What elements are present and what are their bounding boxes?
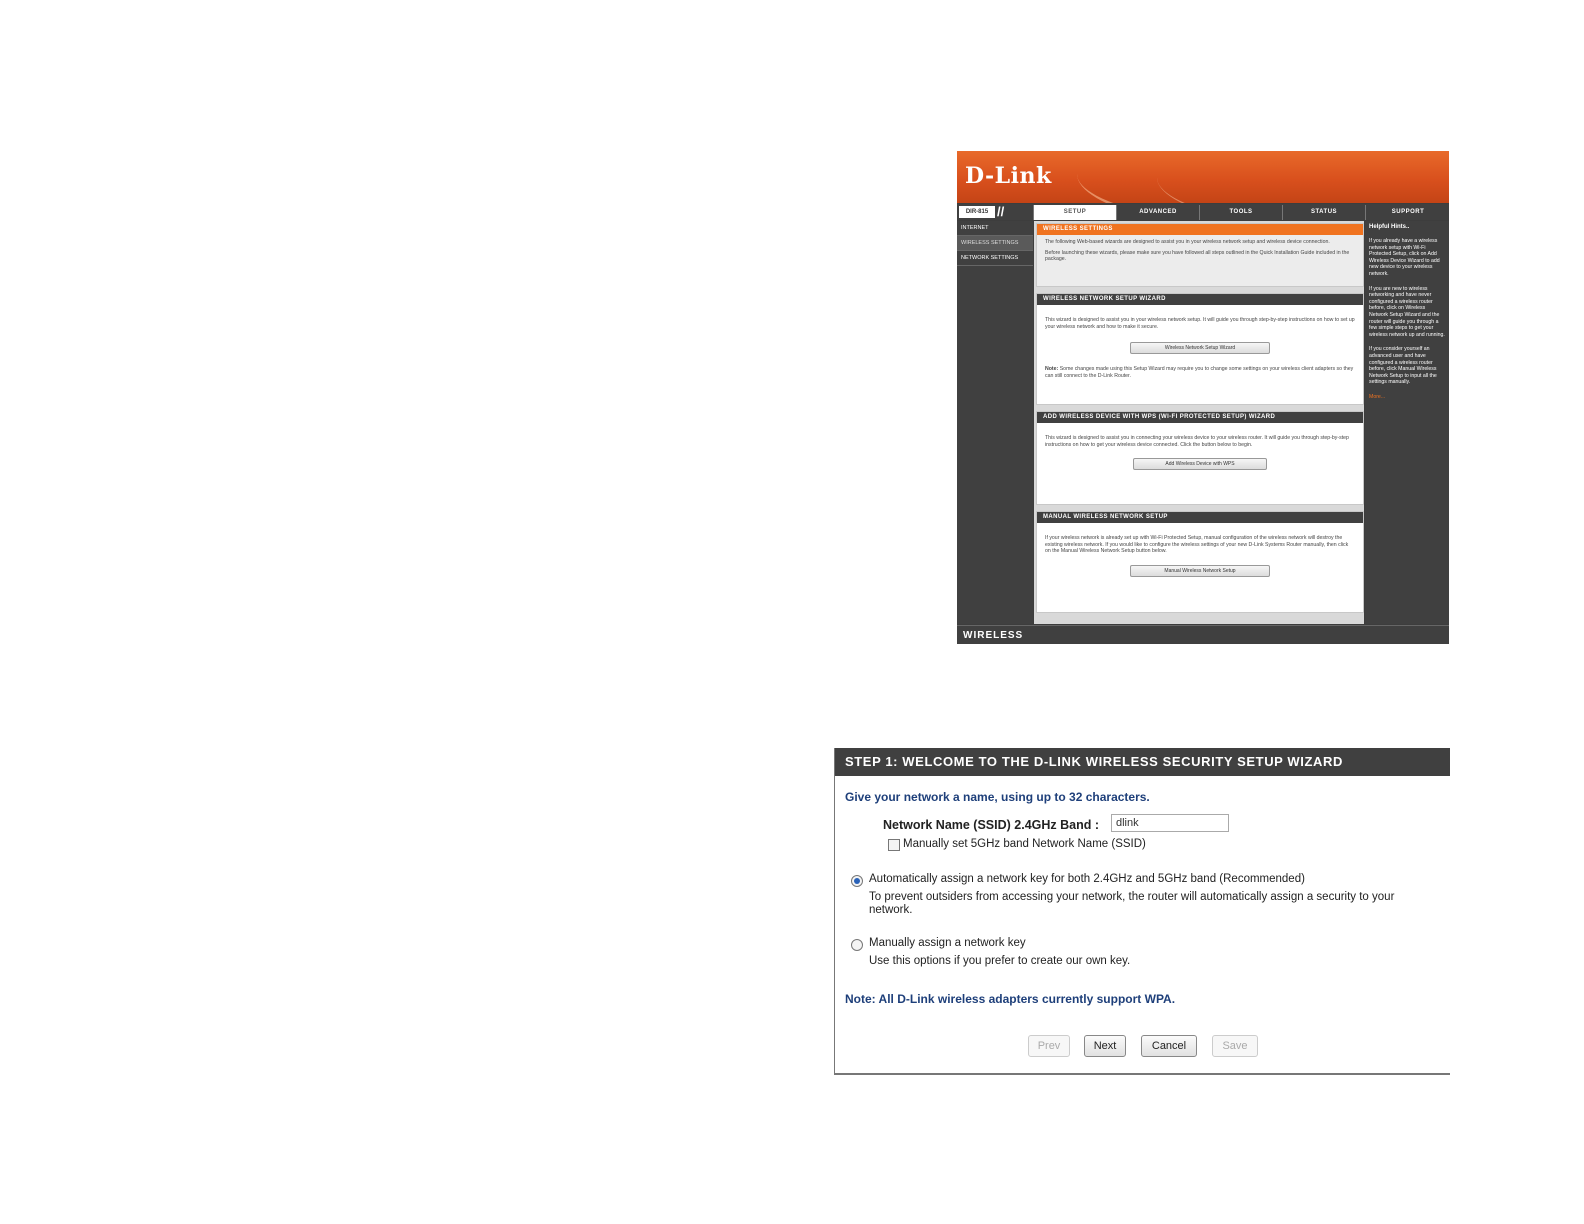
router-footer (957, 625, 1449, 644)
setup-wizard-panel (1036, 293, 1364, 405)
dlink-logo: D-Link (965, 163, 1052, 189)
tab-support[interactable]: SUPPORT (1365, 205, 1449, 220)
main-content (1034, 221, 1364, 624)
help-title: Helpful Hints.. (1369, 224, 1410, 230)
auto-key-description: To prevent outsiders from accessing your network, the router will automatically assign a security to your network. (869, 891, 1395, 916)
help-more-link[interactable]: More... (1369, 393, 1386, 400)
panel-title: MANUAL WIRELESS NETWORK SETUP (1037, 512, 1363, 523)
wizard-intro: Give your network a name, using up to 32 characters. (845, 790, 1150, 804)
add-wps-device-button[interactable]: Add Wireless Device with WPS (1133, 458, 1267, 470)
note-text: Some changes made using this Setup Wizard may require you to change some settings on your wireless client adapters so they can still connect to the D-Link Router. (1045, 366, 1354, 379)
model-divider-icon: // (997, 204, 1005, 219)
help-paragraph: If you already have a wireless network setup with Wi-Fi Protected Setup, click on Add Wireless Device Wizard to add new device to your wireless network. (1369, 238, 1440, 277)
panel-title: ADD WIRELESS DEVICE WITH WPS (WI-FI PROTECTED SETUP) WIZARD (1037, 412, 1363, 423)
manual-5ghz-label: Manually set 5GHz band Network Name (SSID) (903, 838, 1146, 850)
manual-key-description: Use this options if you prefer to create our own key. (869, 955, 1131, 967)
panel-text: This wizard is designed to assist you in connecting your wireless device to your wireless router. It will guide you through step-by-step instructions on how to get your wireless device connected. Click the button below to begin. (1045, 435, 1349, 448)
ssid-label: Network Name (SSID) 2.4GHz Band : (883, 818, 1100, 832)
panel-title: WIRELESS NETWORK SETUP WIZARD (1037, 294, 1363, 305)
panel-title: WIRELESS SETTINGS (1037, 224, 1363, 235)
model-badge: DIR-815 (959, 206, 995, 218)
wizard-title: STEP 1: WELCOME TO THE D-LINK WIRELESS SECURITY SETUP WIZARD (835, 748, 1450, 776)
router-main-screenshot (957, 151, 1449, 644)
wireless-settings-panel (1036, 223, 1364, 287)
manual-key-radio[interactable] (851, 939, 863, 951)
panel-text: The following Web-based wizards are designed to assist you in your wireless network setup and wireless device connection. (1045, 239, 1330, 245)
cancel-button[interactable]: Cancel (1141, 1035, 1197, 1057)
wizard-note: Note: All D-Link wireless adapters currently support WPA. (845, 992, 1176, 1006)
manual-5ghz-checkbox[interactable] (888, 839, 900, 851)
top-tab-bar (957, 204, 1449, 220)
footer-label: WIRELESS (963, 630, 1024, 641)
helpful-hints-column (1365, 221, 1449, 624)
dlink-banner (957, 151, 1449, 203)
wps-wizard-panel (1036, 411, 1364, 505)
auto-key-radio[interactable] (851, 875, 863, 887)
next-button[interactable]: Next (1084, 1035, 1126, 1057)
panel-text: Before launching these wizards, please make sure you have followed all steps outlined in the Quick Installation Guide included in the package. (1045, 249, 1350, 262)
auto-key-label: Automatically assign a network key for both 2.4GHz and 5GHz band (Recommended) (869, 873, 1305, 885)
note-label: Note: (1045, 366, 1059, 372)
tab-setup[interactable]: SETUP (1033, 205, 1116, 220)
sidebar-item-network-settings[interactable]: NETWORK SETTINGS (957, 251, 1033, 266)
banner-swoosh (1157, 151, 1449, 203)
sidebar-item-wireless-settings[interactable]: WIRELESS SETTINGS (957, 236, 1033, 251)
security-setup-wizard (834, 748, 1450, 1075)
help-paragraph: If you are new to wireless networking and have never configured a wireless router before, click on Wireless Network Setup Wizard and the router will guide you through a few simple steps to get your wireless network up and running. (1369, 285, 1445, 338)
panel-note (1045, 366, 1355, 379)
left-sidebar (957, 221, 1033, 624)
manual-key-label: Manually assign a network key (869, 937, 1026, 949)
manual-setup-panel (1036, 511, 1364, 613)
help-paragraph: If you consider yourself an advanced user and have configured a wireless router before, click Manual Wireless Network Setup to input all the settings manually. (1369, 346, 1437, 386)
ssid-input[interactable] (1111, 814, 1229, 832)
wireless-setup-wizard-button[interactable]: Wireless Network Setup Wizard (1130, 342, 1270, 354)
tab-status[interactable]: STATUS (1282, 205, 1365, 220)
manual-setup-button[interactable]: Manual Wireless Network Setup (1130, 565, 1270, 577)
panel-text: This wizard is designed to assist you in your wireless network setup. It will guide you through step-by-step instructions on how to set up your wireless network and how to make it secure. (1045, 317, 1355, 330)
panel-text: If your wireless network is already set up with Wi-Fi Protected Setup, manual configuration of the wireless network will destroy the existing wireless network. If you would like to configure the wireless settings of your new D-Link Systems Router manually, then click on the Manual Wireless Network Setup button below. (1045, 535, 1349, 554)
save-button[interactable]: Save (1212, 1035, 1258, 1057)
sidebar-item-internet[interactable]: INTERNET (957, 221, 1033, 236)
tab-advanced[interactable]: ADVANCED (1116, 205, 1199, 220)
prev-button[interactable]: Prev (1028, 1035, 1070, 1057)
tab-tools[interactable]: TOOLS (1199, 205, 1282, 220)
